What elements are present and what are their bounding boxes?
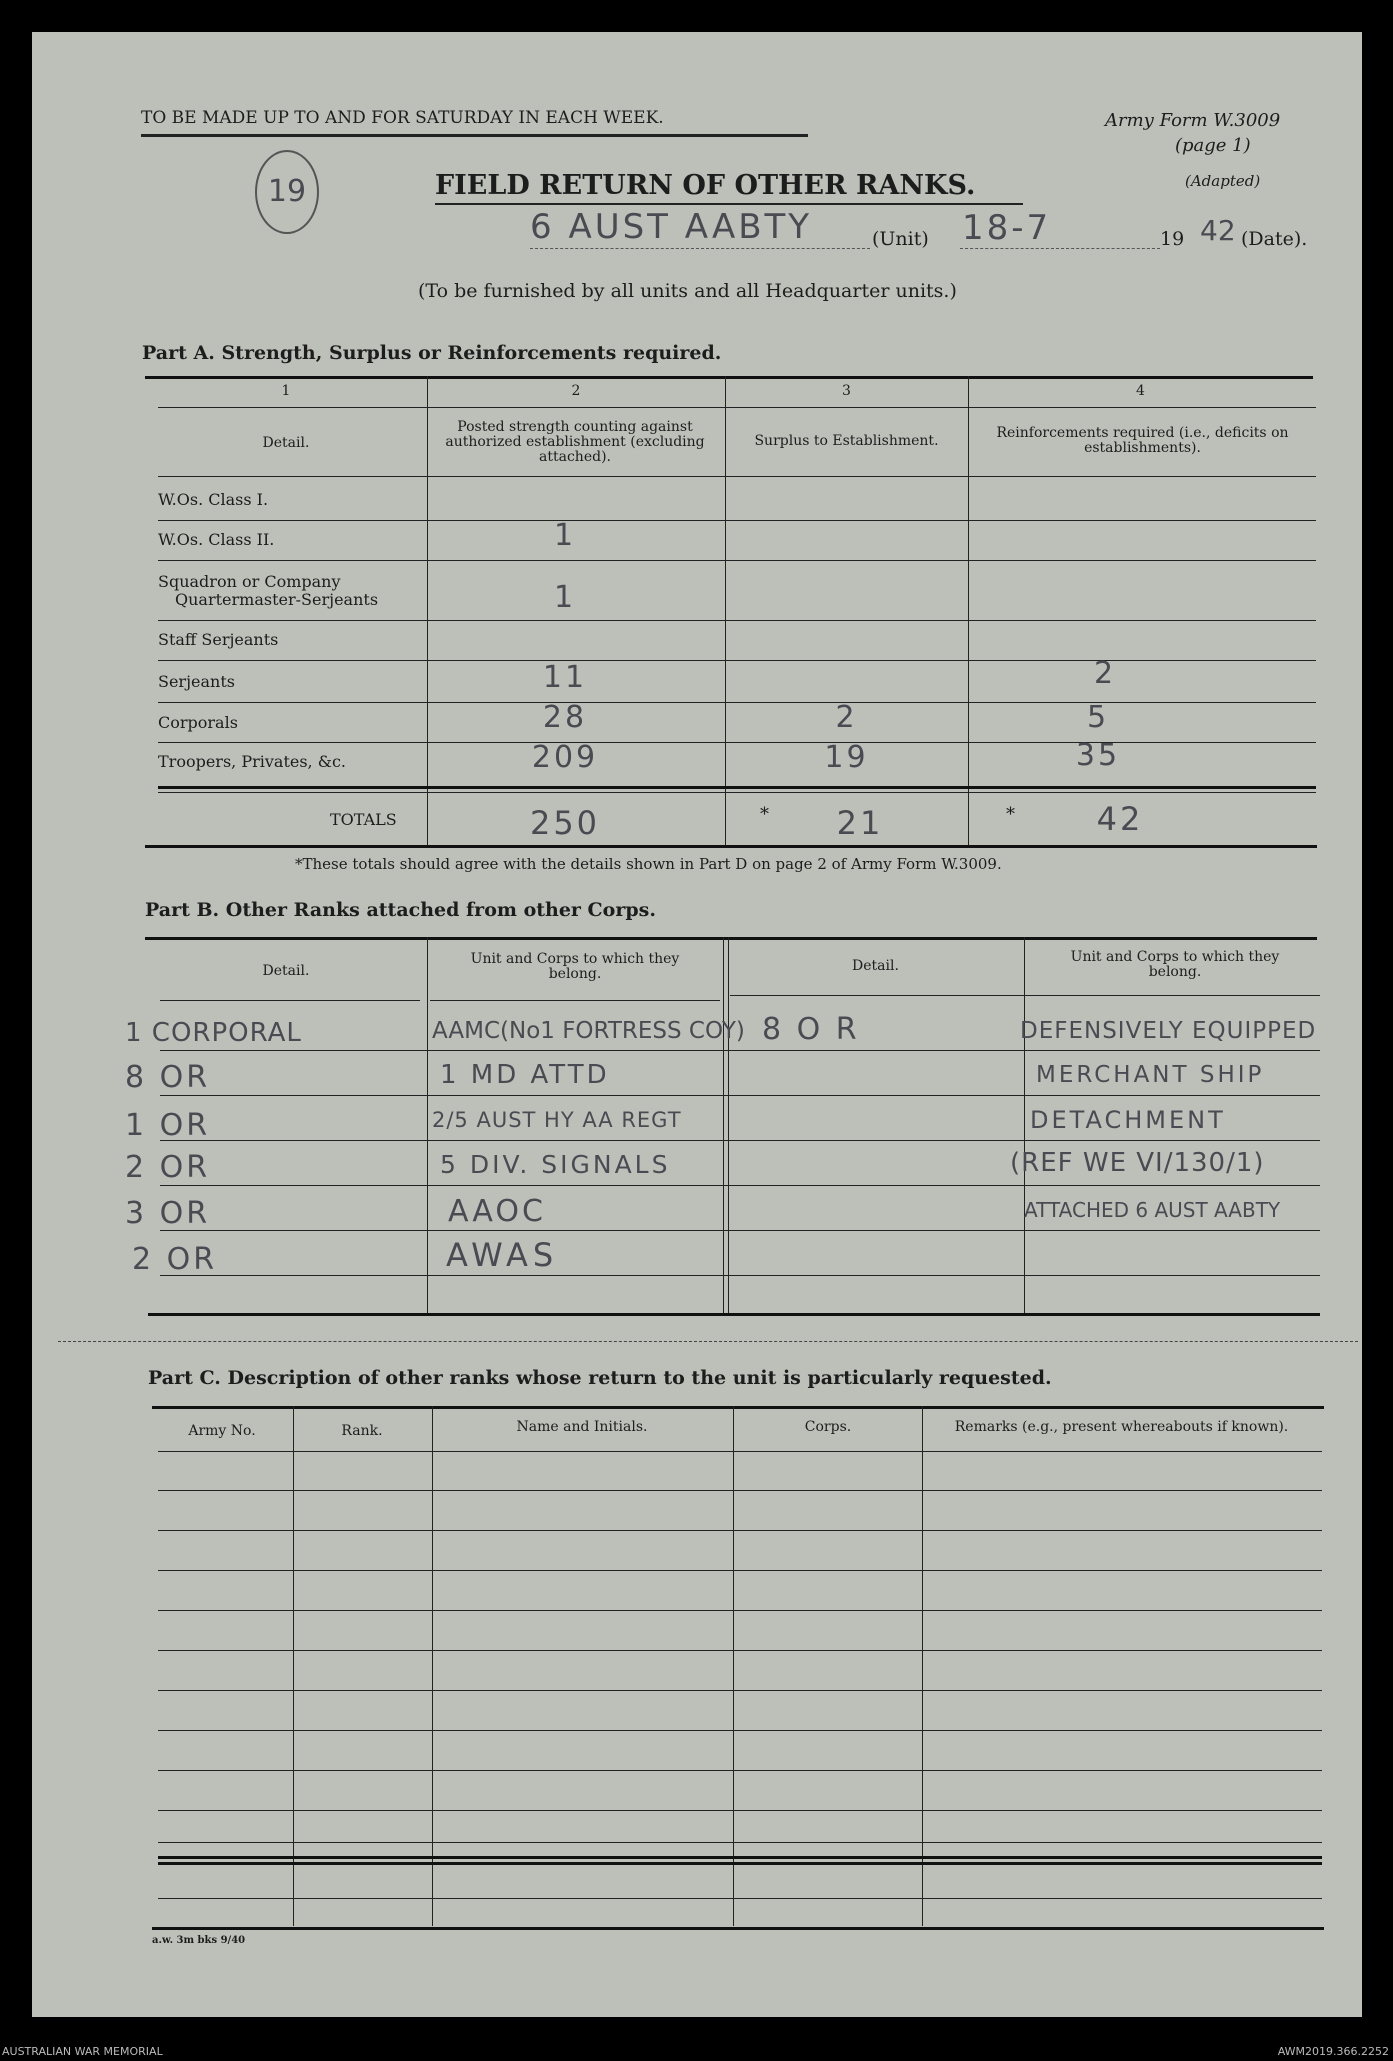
totals-label: TOTALS	[330, 810, 397, 829]
part-b-heading: Part B. Other Ranks attached from other Corps.	[145, 899, 656, 921]
b-detail: 2 OR	[125, 1150, 211, 1185]
date-value: 18-7	[962, 208, 1052, 248]
b-detail: 1 OR	[125, 1108, 211, 1143]
part-b-bottom-rule	[148, 1313, 1320, 1316]
totals-surplus: 21	[836, 804, 884, 842]
totals-top-rule-2	[158, 792, 1316, 793]
part-a-vline-1	[427, 376, 428, 846]
c-row-rule	[158, 1810, 1322, 1811]
row-posted: 209	[531, 740, 599, 775]
b-unit-2: MERCHANT SHIP	[1036, 1062, 1265, 1088]
row-detail: W.Os. Class I.	[158, 490, 269, 509]
instruction-text: TO BE MADE UP TO AND FOR SATURDAY IN EACH WEEK.	[141, 108, 664, 128]
subtitle: (To be furnished by all units and all Headquarter units.)	[418, 280, 957, 302]
c-row-rule	[158, 1650, 1322, 1651]
unit-label: (Unit)	[872, 228, 929, 250]
b-header-rule-left	[160, 1000, 420, 1001]
part-b-vline-1	[427, 937, 428, 1315]
b-detail-2: 8 O R	[762, 1012, 860, 1047]
row-posted: 11	[542, 660, 588, 695]
b-row-rule	[160, 1185, 1320, 1186]
col-number-3: 3	[842, 383, 851, 399]
b-header-rule-right	[730, 995, 1320, 996]
unit-dotted	[530, 248, 870, 249]
c-row-rule	[158, 1490, 1322, 1491]
form-ref: Army Form W.3009	[1105, 110, 1281, 131]
b-row-rule	[160, 1275, 1320, 1276]
c-row-rule	[158, 1530, 1322, 1531]
b-row-rule	[160, 1050, 1320, 1051]
b-unit: AAOC	[448, 1194, 546, 1229]
row-detail: Serjeants	[158, 672, 235, 691]
c-row-rule	[158, 1770, 1322, 1771]
date-label: (Date).	[1241, 228, 1308, 250]
c-double-rule-1	[158, 1856, 1322, 1859]
part-a-bottom-rule	[145, 845, 1317, 848]
part-c-vline-3	[733, 1406, 734, 1926]
totals-asterisk-reinf: *	[1006, 804, 1015, 825]
header-surplus: Surplus to Establishment.	[754, 433, 939, 449]
row-reinf: 2	[1093, 656, 1117, 691]
folio-number	[255, 150, 319, 234]
part-c-heading: Part C. Description of other ranks whose return to the unit is particularly requested.	[148, 1367, 1052, 1389]
b-header-detail-2: Detail.	[852, 958, 899, 974]
b-unit-2: DETACHMENT	[1030, 1106, 1226, 1134]
part-c-vline-1	[293, 1406, 294, 1926]
part-a-vline-3	[968, 376, 969, 846]
folio-text: 19	[267, 174, 307, 209]
b-unit-2: DEFENSIVELY EQUIPPED	[1020, 1018, 1317, 1044]
unit-value: 6 AUST AABTY	[530, 207, 813, 247]
header-reinf: Reinforcements required (i.e., deficits on establishments).	[996, 425, 1289, 456]
part-c-vline-2	[432, 1406, 433, 1926]
c-double-rule-2	[158, 1862, 1322, 1865]
part-b-top-rule	[145, 937, 1317, 940]
c-row-rule	[158, 1842, 1322, 1843]
row-detail: Troopers, Privates, &c.	[158, 752, 347, 771]
header-posted: Posted strength counting against authorized establishment (excluding attached).	[445, 419, 705, 465]
b-header-rule-mid	[430, 1000, 720, 1001]
part-c-top-rule	[152, 1406, 1324, 1409]
c-header-rank: Rank.	[341, 1423, 383, 1439]
b-header-unit-1: Unit and Corps to which they belong.	[470, 951, 680, 982]
year-value: 42	[1200, 214, 1236, 247]
b-row-rule	[160, 1095, 1320, 1096]
date-dotted	[960, 248, 1160, 249]
part-b-vline-2	[723, 937, 729, 1315]
part-c-bottom-rule	[152, 1927, 1324, 1930]
col-number-1: 1	[281, 383, 291, 399]
totals-reinf: 42	[1096, 800, 1144, 838]
row-reinf: 35	[1075, 738, 1121, 773]
b-detail: 2 OR	[132, 1242, 218, 1277]
row-detail: Staff Serjeants	[158, 630, 279, 649]
row-detail: Corporals	[158, 713, 238, 732]
title-underline	[435, 203, 1023, 205]
part-c-vline-4	[922, 1406, 923, 1926]
totals-posted: 250	[529, 804, 601, 842]
page-ref: (page 1)	[1175, 135, 1251, 156]
header-detail: Detail.	[262, 435, 310, 451]
printer-imprint: a.w. 3m bks 9/40	[152, 1935, 246, 1946]
c-row-rule	[158, 1610, 1322, 1611]
b-detail: 3 OR	[125, 1196, 211, 1231]
c-header-army-no: Army No.	[188, 1423, 256, 1439]
row-surplus: 19	[824, 740, 869, 775]
row-posted: 28	[542, 700, 588, 735]
c-row-rule	[158, 1690, 1322, 1691]
adapted-ref: (Adapted)	[1185, 172, 1261, 190]
footer-accession: AWM2019.366.2252	[1277, 2045, 1389, 2058]
b-unit-2: (REF WE VI/130/1)	[1010, 1148, 1265, 1178]
row-rule	[158, 520, 1316, 521]
year-prefix: 19	[1160, 228, 1185, 250]
c-header-rule	[158, 1451, 1322, 1452]
b-header-unit-2: Unit and Corps to which they belong.	[1070, 949, 1280, 980]
b-unit: AWAS	[446, 1236, 559, 1274]
header-rule	[158, 476, 1316, 477]
b-row-rule	[160, 1230, 1320, 1231]
row-detail: Squadron or Company	[158, 572, 341, 591]
perforation-line	[58, 1341, 1358, 1342]
row-rule	[158, 560, 1316, 561]
c-row-rule	[158, 1898, 1322, 1899]
totals-asterisk-surplus: *	[760, 804, 769, 825]
totals-top-rule	[158, 786, 1316, 789]
part-a-vline-2	[725, 376, 726, 846]
part-a-heading: Part A. Strength, Surplus or Reinforcements required.	[142, 342, 722, 364]
b-detail: 1 CORPORAL	[125, 1018, 302, 1048]
c-header-name: Name and Initials.	[516, 1419, 648, 1435]
b-unit: 5 DIV. SIGNALS	[440, 1150, 671, 1179]
row-detail-line2: Quartermaster-Serjeants	[175, 590, 379, 609]
footer-credit: AUSTRALIAN WAR MEMORIAL	[2, 2045, 163, 2058]
b-detail: 8 OR	[125, 1060, 211, 1095]
form-title: FIELD RETURN OF OTHER RANKS.	[435, 170, 976, 201]
row-detail: W.Os. Class II.	[158, 530, 275, 549]
row-surplus: 2	[835, 700, 858, 735]
b-unit-2: ATTACHED 6 AUST AABTY	[1024, 1198, 1281, 1222]
row-rule	[158, 620, 1316, 621]
col-number-rule	[158, 407, 1316, 408]
b-unit: 1 MD ATTD	[440, 1060, 610, 1090]
c-row-rule	[158, 1570, 1322, 1571]
part-b-vline-3	[1024, 937, 1025, 1315]
c-header-corps: Corps.	[804, 1419, 852, 1435]
row-posted: 1	[553, 580, 577, 615]
c-row-rule	[158, 1730, 1322, 1731]
b-unit: AAMC(No1 FORTRESS COY)	[432, 1018, 745, 1044]
row-reinf: 5	[1086, 700, 1110, 735]
row-posted: 1	[553, 518, 577, 553]
c-header-remarks: Remarks (e.g., present whereabouts if known).	[954, 1419, 1289, 1435]
part-a-top-rule	[145, 376, 1313, 379]
b-row-rule	[160, 1140, 1320, 1141]
instruction-underline	[141, 134, 808, 137]
totals-note: *These totals should agree with the details shown in Part D on page 2 of Army Form W.3009.	[295, 855, 1002, 873]
b-unit: 2/5 AUST HY AA REGT	[432, 1108, 682, 1132]
b-header-detail-1: Detail.	[262, 963, 310, 979]
col-number-2: 2	[571, 383, 581, 399]
col-number-4: 4	[1136, 383, 1145, 399]
